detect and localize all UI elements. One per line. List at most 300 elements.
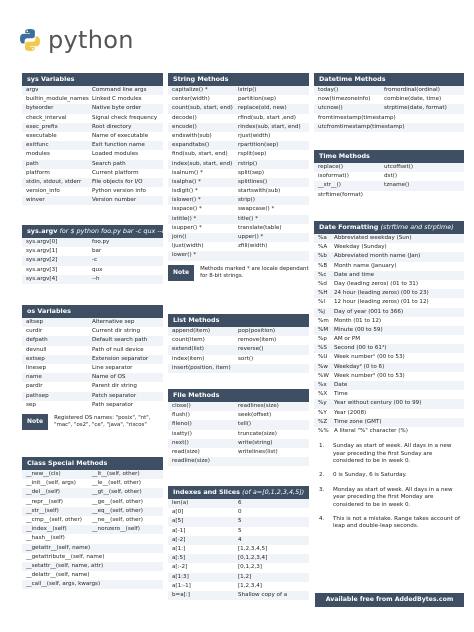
table-row <box>168 141 309 150</box>
table-cell-name: pathsep <box>26 392 49 399</box>
table-row <box>168 169 309 178</box>
table-row <box>22 525 163 534</box>
table-cell-value: tell() <box>238 421 252 428</box>
table-cell-name: check_interval <box>26 114 67 121</box>
table-cell-name: __setattr__(self, name, attr) <box>26 562 104 569</box>
os-variables-header: os Variables <box>22 305 163 318</box>
table-cell-name: center(width) <box>172 96 210 103</box>
table-row <box>22 196 163 205</box>
table-cell-value: Command line args <box>92 87 147 93</box>
footnote-number: 4. <box>319 515 325 522</box>
table-row <box>168 327 309 336</box>
table-cell-name: len(a) <box>172 500 189 506</box>
table-cell-value: A literal "%" character (%) <box>334 427 408 434</box>
table-cell-value: Date and time <box>334 271 375 278</box>
table-cell-name: %a <box>318 235 327 241</box>
table-row <box>22 516 163 525</box>
table-cell-value: Time <box>334 391 348 398</box>
table-cell-value: Abbreviated weekday (Sun) <box>334 235 412 241</box>
table-cell-name: __str__(self) <box>26 507 59 514</box>
table-row <box>314 271 464 280</box>
table-row <box>22 544 163 553</box>
table-row <box>22 141 163 150</box>
table-row <box>22 327 163 336</box>
table-row <box>168 554 309 563</box>
table-cell-name: utcfromtimestamp(timestamp) <box>318 123 405 130</box>
table-cell-name: isatty() <box>172 430 192 437</box>
sys-argv-subtitle: for $ python foo.py bar -c qux --h <box>59 227 166 235</box>
table-cell-name: next() <box>172 439 189 446</box>
table-cell-name: strftime(format) <box>318 191 363 198</box>
table-cell-name: sep <box>26 401 36 408</box>
table-cell-value: __le__(self, other) <box>92 480 141 487</box>
table-row <box>22 534 163 543</box>
table-row <box>168 420 309 429</box>
table-cell-value: __gt__(self, other) <box>92 489 142 496</box>
table-row <box>168 104 309 113</box>
table-cell-value: Linked C modules <box>92 96 142 103</box>
table-cell-value: Search path <box>92 160 126 167</box>
table-cell-name: insert(position, item) <box>172 364 231 371</box>
table-cell-value: write(string) <box>238 439 273 446</box>
table-cell-name: flush() <box>172 412 190 419</box>
table-cell-value: Weekday (Sunday) <box>334 244 387 251</box>
table-cell-value: pop(position) <box>238 328 276 334</box>
sys-variables-table <box>22 86 163 205</box>
sys-argv-header <box>22 225 166 238</box>
table-row <box>168 448 309 457</box>
table-cell-name: __getattr__(self, name) <box>26 544 91 551</box>
table-row <box>22 160 163 169</box>
table-cell-value: -c <box>92 257 98 264</box>
table-row <box>22 507 163 516</box>
table-row <box>314 252 464 261</box>
table-row <box>22 488 163 497</box>
table-cell-name: executable <box>26 132 57 139</box>
table-cell-value: --h <box>92 275 100 282</box>
table-row <box>22 247 163 256</box>
table-cell-name: curdir <box>26 328 43 335</box>
table-cell-value: replace(old, new) <box>238 105 287 112</box>
date-formatting-title: Date Formatting <box>319 223 379 231</box>
table-cell-value: __ne__(self, other) <box>92 516 143 523</box>
table-cell-value: splitlines() <box>238 178 268 185</box>
table-row <box>168 499 309 508</box>
table-row <box>314 181 464 190</box>
table-cell-value: Default search path <box>92 337 148 344</box>
table-cell-name: isoformat() <box>318 173 349 180</box>
table-cell-value: Alternative sep <box>92 319 135 325</box>
table-cell-value: Name of executable <box>92 132 149 139</box>
table-row <box>314 308 464 317</box>
footnote-number: 2. <box>319 472 325 479</box>
table-row <box>168 95 309 104</box>
table-row <box>22 346 163 355</box>
table-cell-name: read(size) <box>172 448 200 455</box>
table-cell-value: Signal check frequency <box>92 114 158 121</box>
table-cell-name: sys.argv[1] <box>26 248 58 255</box>
table-row <box>314 372 464 381</box>
table-row <box>168 439 309 448</box>
table-cell-name: linesep <box>26 364 47 371</box>
table-cell-name: %S <box>318 345 327 352</box>
table-row <box>314 353 464 362</box>
table-row <box>168 508 309 517</box>
table-row <box>168 150 309 159</box>
table-cell-value: partition(sep) <box>238 96 277 103</box>
table-row <box>314 409 464 418</box>
table-cell-value: readlines(size) <box>238 403 279 409</box>
table-cell-name: %X <box>318 391 328 398</box>
os-variables-table <box>22 318 163 410</box>
table-row <box>314 418 464 427</box>
table-cell-name: replace() <box>318 164 344 170</box>
table-cell-value: Week number¹ (00 to 53) <box>334 354 405 361</box>
table-row <box>22 123 163 132</box>
list-methods-header: List Methods <box>168 314 309 327</box>
table-row <box>22 169 163 178</box>
table-cell-name: argv <box>26 87 39 93</box>
table-cell-name: %A <box>318 244 328 251</box>
time-methods-table <box>314 163 464 200</box>
table-row <box>168 224 309 233</box>
table-cell-name: b=a[:] <box>172 591 190 598</box>
table-row <box>22 95 163 104</box>
table-row <box>168 242 309 251</box>
table-cell-value: remove(item) <box>238 337 277 344</box>
table-cell-value: File objects for I/O <box>92 178 143 185</box>
table-row <box>22 132 163 141</box>
table-cell-name: %b <box>318 253 327 260</box>
table-cell-name: a[0] <box>172 509 184 516</box>
date-formatting-header <box>314 221 464 234</box>
table-cell-name: __new__(cls) <box>26 471 61 477</box>
table-cell-value: __lt__(self, other) <box>92 471 140 477</box>
table-cell-value: strip() <box>238 197 255 204</box>
table-cell-name: defpath <box>26 337 48 344</box>
table-cell-value: rjust(width) <box>238 132 271 139</box>
table-cell-name: __call__(self, args, kwargs) <box>26 581 101 588</box>
footnote-number: 1. <box>319 443 325 450</box>
footer-credit: Available free from AddedBytes.com <box>315 593 464 607</box>
table-cell-value: Minute (00 to 59) <box>334 326 383 333</box>
table-cell-value: strptime(date, format) <box>384 105 447 112</box>
table-cell-value: Abbreviated month name (Jan) <box>334 253 421 260</box>
table-cell-name: today() <box>318 87 339 93</box>
list-methods-section <box>168 314 309 373</box>
string-note-label: Note <box>168 265 194 281</box>
os-note-label: Note <box>22 414 48 430</box>
table-row <box>314 86 464 95</box>
table-cell-value: __ge__(self, other) <box>92 498 143 505</box>
date-formatting-table <box>314 234 464 436</box>
table-row <box>22 238 163 247</box>
table-cell-name: __str__() <box>318 182 341 189</box>
table-cell-value: Year (2008) <box>334 409 367 416</box>
table-cell-value: Current dir string <box>92 328 141 335</box>
table-cell-name: winver <box>26 197 45 204</box>
table-cell-name: %w <box>318 363 328 370</box>
table-row <box>22 571 163 580</box>
table-row <box>168 517 309 526</box>
os-note-text: Registered OS names: "posix", "nt", "mac", "os2", "ce", "java", "riscos" <box>54 415 151 428</box>
footnote <box>314 516 464 531</box>
table-row <box>22 479 163 488</box>
table-cell-name: %d <box>318 280 327 287</box>
sys-variables-header: sys Variables <box>22 73 163 86</box>
date-formatting-section <box>314 221 464 531</box>
table-row <box>22 318 163 327</box>
table-cell-value: Weekday² (0 to 6) <box>334 363 385 370</box>
table-row <box>22 266 163 275</box>
table-cell-name: %m <box>318 317 329 324</box>
table-row <box>22 86 163 95</box>
class-methods-header: Class Special Methods <box>22 457 163 470</box>
table-row <box>22 392 163 401</box>
table-cell-value: reverse() <box>238 346 264 353</box>
sys-argv-table <box>22 238 163 284</box>
table-cell-name: byteorder <box>26 105 54 112</box>
table-cell-name: %M <box>318 326 329 333</box>
table-cell-name: %x <box>318 382 327 388</box>
table-cell-value: Exit function name <box>92 142 145 149</box>
class-methods-section <box>22 457 163 589</box>
table-cell-name: __delattr__(self, name) <box>26 572 90 579</box>
table-row <box>314 262 464 271</box>
table-row <box>22 580 163 589</box>
table-row <box>22 553 163 562</box>
table-cell-value: swapcase() * <box>238 206 275 213</box>
table-row <box>22 256 163 265</box>
indexes-slices-section <box>168 486 309 600</box>
file-methods-header: File Methods <box>168 389 309 402</box>
table-row <box>22 104 163 113</box>
table-cell-name: extsep <box>26 355 45 362</box>
table-cell-name: stdin, stdout, stderr <box>26 178 82 185</box>
table-cell-name: __getattribute__(self, name) <box>26 553 105 560</box>
table-cell-value: truncate(size) <box>238 430 277 437</box>
table-cell-value: writelines(list) <box>238 448 278 455</box>
table-row <box>168 336 309 345</box>
table-cell-value: qux <box>92 266 103 273</box>
table-cell-name: name <box>26 374 42 381</box>
sys-argv-section <box>22 225 166 284</box>
string-methods-header: String Methods <box>168 73 309 86</box>
table-row <box>314 298 464 307</box>
table-cell-value: lstrip() <box>238 87 257 93</box>
table-cell-name: a[:-2] <box>172 564 188 571</box>
table-cell-name: %% <box>318 427 329 434</box>
table-cell-value: Month name (January) <box>334 262 397 269</box>
table-row <box>168 402 309 411</box>
footnote-text: Sunday as start of week. All days in a new year preceding the first Sunday are considered to be in week 0. <box>333 443 452 464</box>
table-cell-value: Line separator <box>92 364 133 371</box>
table-cell-value: [0,1,2,3,4] <box>238 555 268 562</box>
table-cell-value: Loaded modules <box>92 151 139 158</box>
table-row <box>314 363 464 372</box>
indexes-slices-title: Indexes and Slices <box>173 488 240 496</box>
table-cell-name: exitfunc <box>26 142 49 149</box>
table-row <box>168 123 309 132</box>
table-cell-name: pardir <box>26 383 43 390</box>
table-cell-name: close() <box>172 403 191 409</box>
table-cell-value: translate(table) <box>238 224 282 231</box>
table-row <box>314 289 464 298</box>
table-cell-name: isspace() * <box>172 206 202 213</box>
table-cell-name: sys.argv[0] <box>26 239 58 245</box>
table-row <box>168 178 309 187</box>
table-cell-name: capitalize() * <box>172 87 208 93</box>
table-cell-value: Day of year (001 to 366) <box>334 308 404 315</box>
table-row <box>168 114 309 123</box>
indexes-slices-table <box>168 499 309 600</box>
table-cell-name: builtin_module_names <box>26 96 89 103</box>
table-cell-value: utcoffset() <box>384 164 414 170</box>
table-cell-value: upper() * <box>238 234 264 240</box>
table-cell-name: a[:5] <box>172 555 186 562</box>
table-row <box>168 345 309 354</box>
table-cell-name: platform <box>26 169 50 176</box>
footnote-number: 3. <box>319 486 325 493</box>
table-cell-name: sys.argv[2] <box>26 257 58 264</box>
table-cell-value: Second (00 to 61⁴) <box>334 345 387 352</box>
table-cell-name: count(item) <box>172 337 205 344</box>
table-row <box>22 373 163 382</box>
python-logo <box>18 26 134 54</box>
list-methods-table <box>168 327 309 373</box>
table-cell-name: version_info <box>26 188 60 195</box>
string-methods-section <box>168 73 309 281</box>
table-cell-name: %Z <box>318 418 328 425</box>
date-formatting-footnotes <box>314 443 464 531</box>
table-cell-name: find(sub, start, end) <box>172 151 228 158</box>
string-note-text: Methods marked * are locale dependant for 8-bit strings. <box>200 265 309 279</box>
table-cell-value: zfill(width) <box>238 243 268 250</box>
table-cell-name: isupper() * <box>172 224 202 231</box>
table-cell-name: islower() * <box>172 197 201 204</box>
table-row <box>22 401 163 410</box>
table-cell-name: readline(size) <box>172 458 210 465</box>
table-cell-name: __init__(self, args) <box>26 480 76 487</box>
table-cell-value: Shallow copy of a <box>238 591 288 598</box>
table-cell-value: 4 <box>238 536 242 543</box>
table-cell-name: altsep <box>26 319 44 325</box>
table-row <box>22 187 163 196</box>
table-cell-value: Extension separator <box>92 355 149 362</box>
table-cell-name: lower() * <box>172 252 197 259</box>
table-cell-name: a[1:3] <box>172 573 189 580</box>
table-row <box>314 163 464 172</box>
table-cell-name: a[-2] <box>172 536 186 543</box>
table-row <box>22 336 163 345</box>
string-methods-table <box>168 86 309 261</box>
table-row <box>168 573 309 582</box>
footnote-text: Monday as start of week. All days in a new year preceding the first Monday are considered to be in week 0. <box>333 486 453 508</box>
table-row <box>168 205 309 214</box>
table-row <box>22 382 163 391</box>
table-cell-value: tzname() <box>384 182 410 189</box>
table-row <box>168 536 309 545</box>
footnote <box>314 443 464 465</box>
table-cell-value: dst() <box>384 173 398 180</box>
table-cell-value: Time zone (GMT) <box>334 418 382 425</box>
table-cell-name: endswith(sub) <box>172 132 212 139</box>
table-cell-value: Parent dir string <box>92 383 137 390</box>
table-row <box>22 150 163 159</box>
table-cell-value: Date <box>334 382 348 388</box>
table-row <box>168 527 309 536</box>
table-row <box>168 411 309 420</box>
table-cell-value: Week number³ (00 to 53) <box>334 372 405 379</box>
time-methods-header: Time Methods <box>314 150 464 163</box>
table-row <box>314 335 464 344</box>
table-cell-name: %p <box>318 336 327 343</box>
table-cell-name: join() <box>172 234 187 240</box>
table-row <box>168 563 309 572</box>
table-row <box>314 123 464 132</box>
table-cell-name: sys.argv[3] <box>26 266 58 273</box>
table-cell-value: Year without century (00 to 99) <box>334 400 422 407</box>
table-row <box>314 390 464 399</box>
table-cell-value: Root directory <box>92 123 132 130</box>
table-cell-value: 5 <box>238 527 242 534</box>
table-row <box>22 364 163 373</box>
table-cell-name: a[-1] <box>172 527 186 534</box>
table-cell-name: __cmp__(self, other) <box>26 516 82 523</box>
table-row <box>168 251 309 260</box>
table-cell-value: seek(offset) <box>238 412 272 419</box>
python-wordmark: python <box>48 26 134 54</box>
table-cell-value: bar <box>92 248 102 255</box>
table-row <box>314 344 464 353</box>
table-row <box>168 591 309 600</box>
table-cell-value: fromordinal(ordinal) <box>384 87 440 93</box>
table-cell-value: Path separator <box>92 401 134 408</box>
table-row <box>314 104 464 113</box>
table-cell-value: rfind(sub, start ,end) <box>238 114 296 121</box>
table-row <box>22 498 163 507</box>
table-cell-value: split(sep) <box>238 169 265 176</box>
table-row <box>168 160 309 169</box>
time-methods-section <box>314 150 464 200</box>
table-row <box>168 196 309 205</box>
table-row <box>168 132 309 141</box>
table-cell-value: rindex(sub, start, end) <box>238 123 301 130</box>
footnote <box>314 472 464 479</box>
table-cell-name: decode() <box>172 114 197 121</box>
table-cell-value: rpartition(sep) <box>238 142 279 149</box>
table-cell-value: __nonzero__(self) <box>92 526 140 533</box>
table-row <box>314 234 464 243</box>
indexes-slices-header <box>168 486 309 499</box>
table-cell-name: utcnow() <box>318 105 343 112</box>
table-row <box>314 172 464 181</box>
table-row <box>314 114 464 123</box>
datetime-methods-table <box>314 86 464 132</box>
table-row <box>168 545 309 554</box>
table-cell-name: a[5] <box>172 518 184 525</box>
table-cell-value: Current platform <box>92 169 139 176</box>
table-cell-name: isalpha() * <box>172 178 201 185</box>
table-cell-name: %c <box>318 271 327 278</box>
table-cell-name: %H <box>318 290 328 297</box>
table-row <box>168 187 309 196</box>
table-cell-name: devnull <box>26 346 47 353</box>
class-methods-table <box>22 470 163 589</box>
table-cell-name: %W <box>318 372 329 379</box>
table-cell-name: index(item) <box>172 355 205 362</box>
table-cell-value: sort() <box>238 355 254 362</box>
